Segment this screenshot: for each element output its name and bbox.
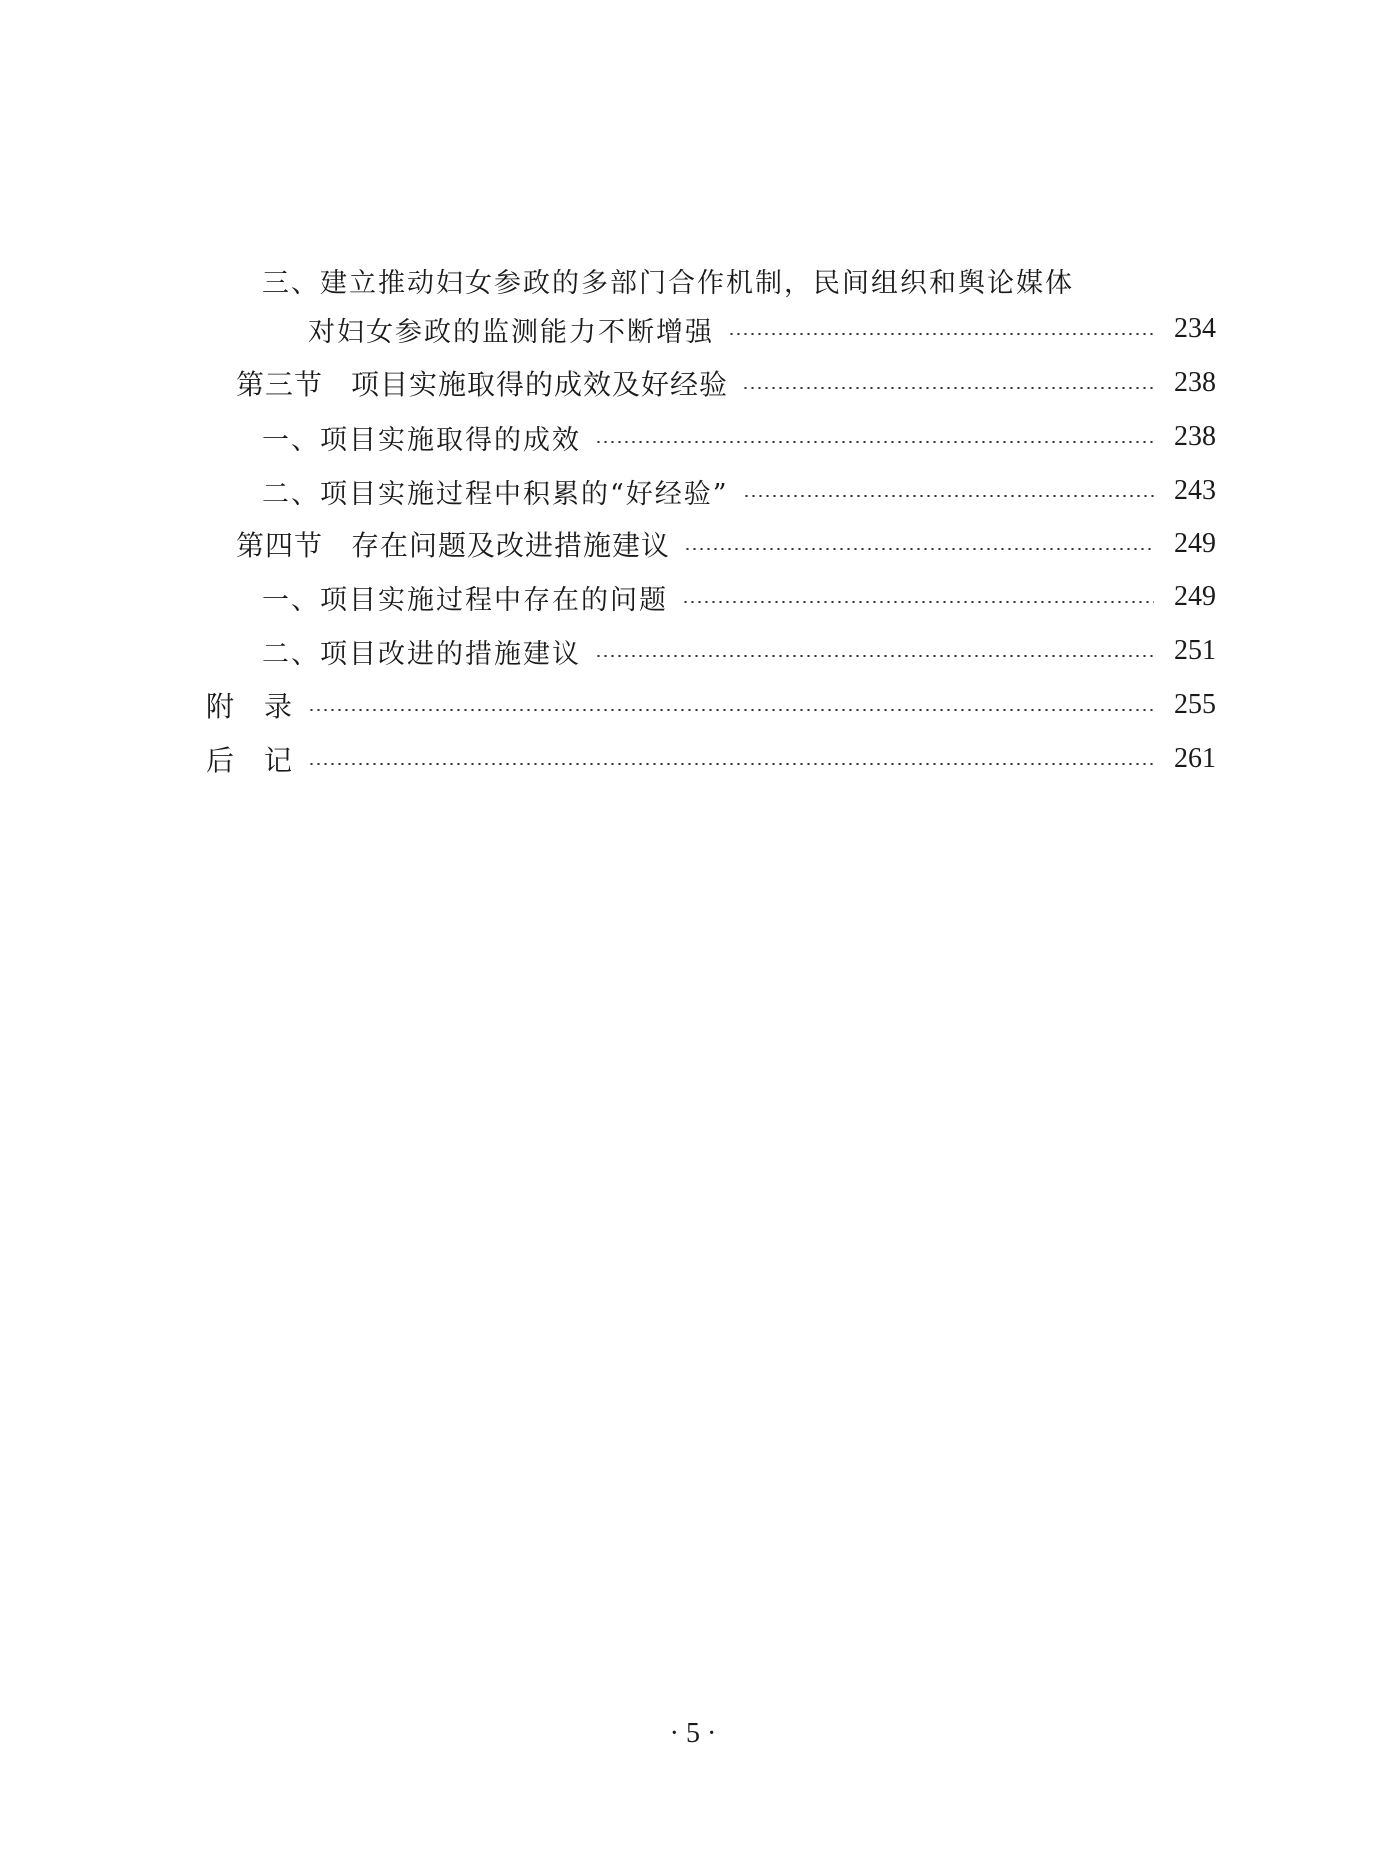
dot-leader: [308, 763, 1154, 765]
toc-section-label: 第三节: [236, 368, 324, 401]
toc-page-number: 251: [1174, 635, 1216, 666]
toc-entry-achievements: [262, 415, 1216, 459]
toc-entry-good-experience: [262, 469, 1216, 513]
toc-entry-text: 一、项目实施过程中存在的问题: [262, 584, 668, 616]
toc-page-number: 249: [1174, 581, 1216, 612]
dot-leader: [595, 655, 1154, 657]
dot-leader: [595, 441, 1154, 443]
dot-leader: [742, 387, 1154, 389]
toc-top-label-1: 后: [206, 744, 237, 777]
dot-leader: [308, 709, 1154, 711]
toc-entry-text: 二、项目实施过程中积累的“好经验”: [262, 478, 729, 510]
toc-page-number: 249: [1174, 528, 1216, 559]
dot-leader: [684, 548, 1154, 550]
toc-section-3: [236, 361, 1216, 405]
toc-appendix: [206, 683, 1216, 727]
toc-postscript: [206, 737, 1216, 781]
toc-entry-multi-department-line2: [308, 307, 1216, 351]
page-folio: · 5 ·: [669, 1718, 717, 1749]
toc-page-number: 261: [1174, 743, 1216, 774]
toc-section-title: 存在问题及改进措施建议: [351, 529, 671, 562]
toc-top-label-2: 记: [264, 744, 295, 777]
toc-entry-suggestions: [262, 629, 1216, 673]
toc-entry-text: 三、建立推动妇女参政的多部门合作机制，民间组织和舆论媒体: [262, 267, 1074, 299]
toc-page-number: 243: [1174, 475, 1216, 506]
toc-entry-problems: [262, 575, 1216, 619]
dot-leader: [682, 601, 1154, 603]
toc-page-number: 238: [1174, 421, 1216, 452]
toc-section-title: 项目实施取得的成效及好经验: [351, 368, 729, 401]
toc-entry-multi-department-line1: [262, 258, 1074, 302]
dot-leader: [743, 495, 1154, 497]
toc-top-label-1: 附: [206, 690, 237, 723]
toc-section-4: [236, 522, 1216, 566]
toc-page-number: 238: [1174, 367, 1216, 398]
dot-leader: [728, 333, 1154, 335]
toc-entry-text: 二、项目改进的措施建议: [262, 638, 581, 670]
toc-top-label-2: 录: [264, 690, 295, 723]
toc-entry-text: 一、项目实施取得的成效: [262, 424, 581, 456]
toc-page-number: 234: [1174, 313, 1216, 344]
toc-entry-text: 对妇女参政的监测能力不断增强: [308, 316, 714, 348]
toc-page-number: 255: [1174, 689, 1216, 720]
toc-section-label: 第四节: [236, 529, 324, 562]
